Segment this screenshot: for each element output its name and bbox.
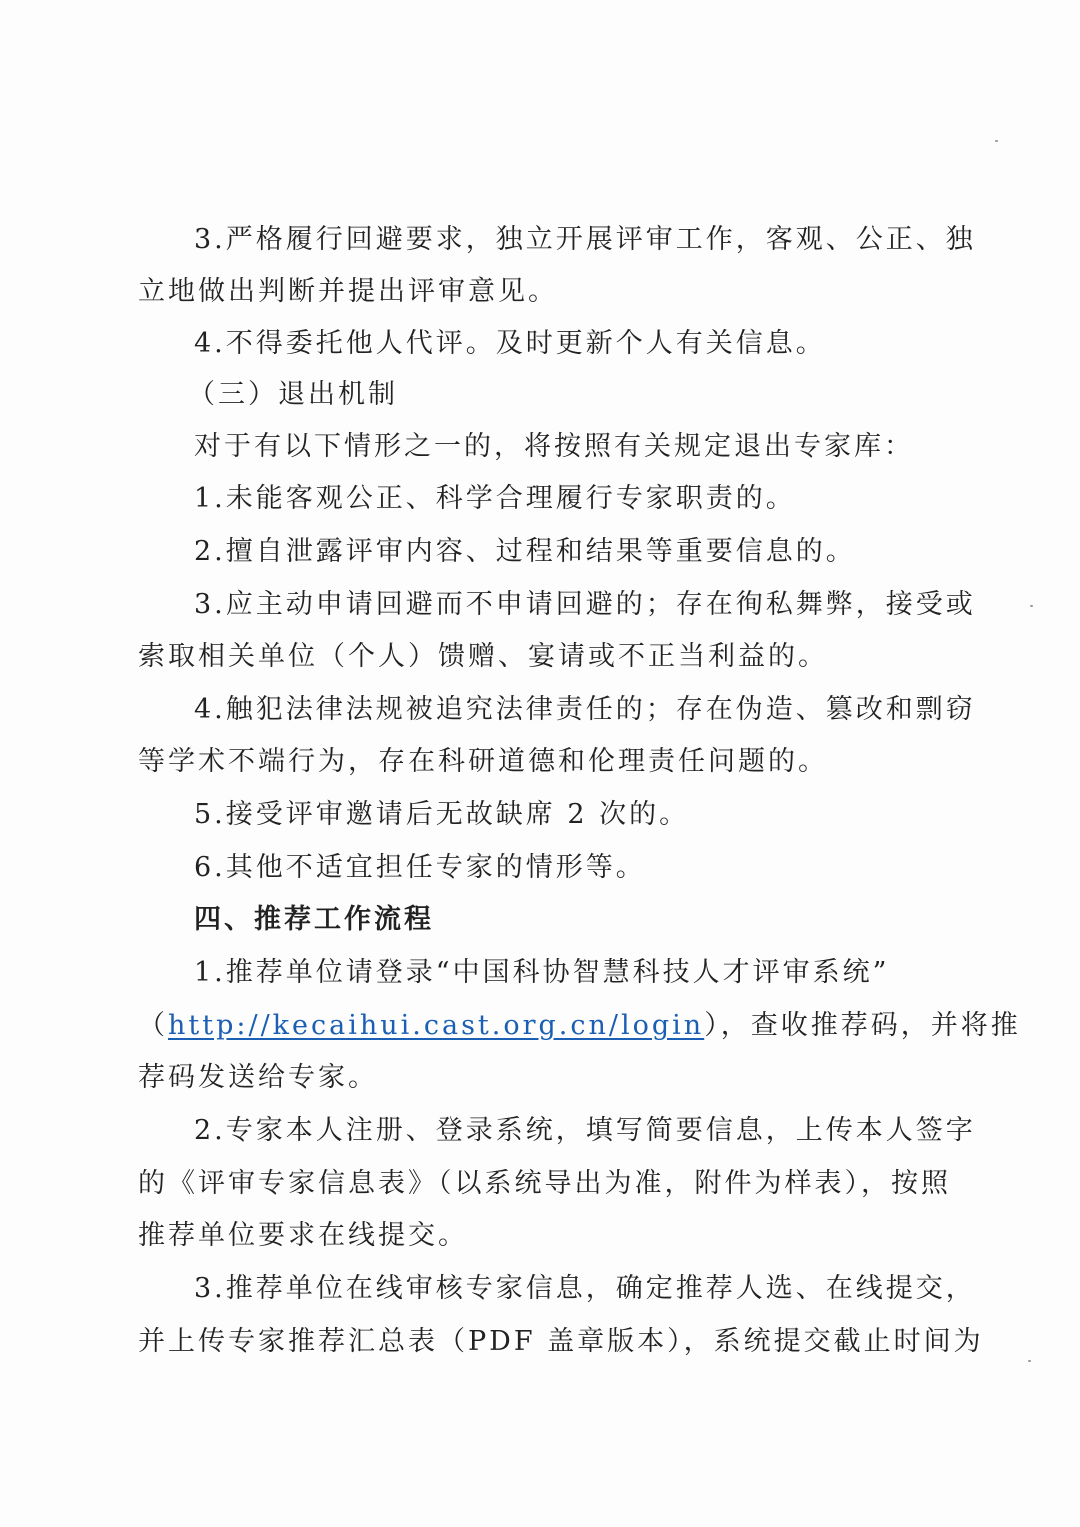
scan-speck	[1028, 1360, 1031, 1362]
flow-item-2-line-2: 的《评审专家信息表》（以系统导出为准，附件为样表），按照	[138, 1168, 951, 1199]
exit-item-3-line-2: 索取相关单位（个人）馈赠、宴请或不正当利益的。	[138, 641, 828, 672]
exit-item-1: 1.未能客观公正、科学合理履行专家职责的。	[194, 483, 796, 514]
exit-item-6: 6.其他不适宜担任专家的情形等。	[194, 852, 646, 883]
item-3-line-1: 3.严格履行回避要求，独立开展评审工作，客观、公正、独	[194, 224, 976, 255]
flow-item-2-line-3: 推荐单位要求在线提交。	[138, 1220, 468, 1251]
flow-item-1-line-1: 1.推荐单位请登录“中国科协智慧科技人才评审系统”	[194, 957, 890, 988]
flow-item-1-line-2	[138, 1006, 1021, 1046]
login-link[interactable]: http://kecaihui.cast.org.cn/login	[168, 1010, 705, 1041]
scan-speck	[1030, 605, 1033, 607]
flow-item-1-line-3: 荐码发送给专家。	[138, 1062, 378, 1093]
exit-item-4-line-2: 等学术不端行为，存在科研道德和伦理责任问题的。	[138, 746, 828, 777]
exit-intro: 对于有以下情形之一的，将按照有关规定退出专家库：	[194, 431, 914, 462]
exit-item-3-line-1: 3.应主动申请回避而不申请回避的；存在徇私舞弊，接受或	[194, 589, 976, 620]
scan-speck	[995, 140, 998, 142]
flow-item-3-line-2: 并上传专家推荐汇总表（PDF 盖章版本），系统提交截止时间为	[138, 1326, 984, 1357]
item-3-line-2: 立地做出判断并提出评审意见。	[138, 276, 558, 307]
flow-item-2-line-1: 2.专家本人注册、登录系统，填写简要信息，上传本人签字	[194, 1115, 976, 1146]
exit-item-4-line-1: 4.触犯法律法规被追究法律责任的；存在伪造、篡改和剽窃	[194, 694, 976, 725]
flow-item-1-after-link: ），查收推荐码，并将推	[704, 1010, 1021, 1041]
exit-mechanism-heading: （三）退出机制	[188, 379, 398, 410]
exit-item-5: 5.接受评审邀请后无故缺席 2 次的。	[194, 799, 690, 830]
paren-open: （	[138, 1010, 168, 1041]
flow-item-3-line-1: 3.推荐单位在线审核专家信息，确定推荐人选、在线提交，	[194, 1273, 976, 1304]
item-4: 4.不得委托他人代评。及时更新个人有关信息。	[194, 328, 826, 359]
exit-item-2: 2.擅自泄露评审内容、过程和结果等重要信息的。	[194, 536, 856, 567]
section-4-heading: 四、推荐工作流程	[194, 904, 434, 935]
